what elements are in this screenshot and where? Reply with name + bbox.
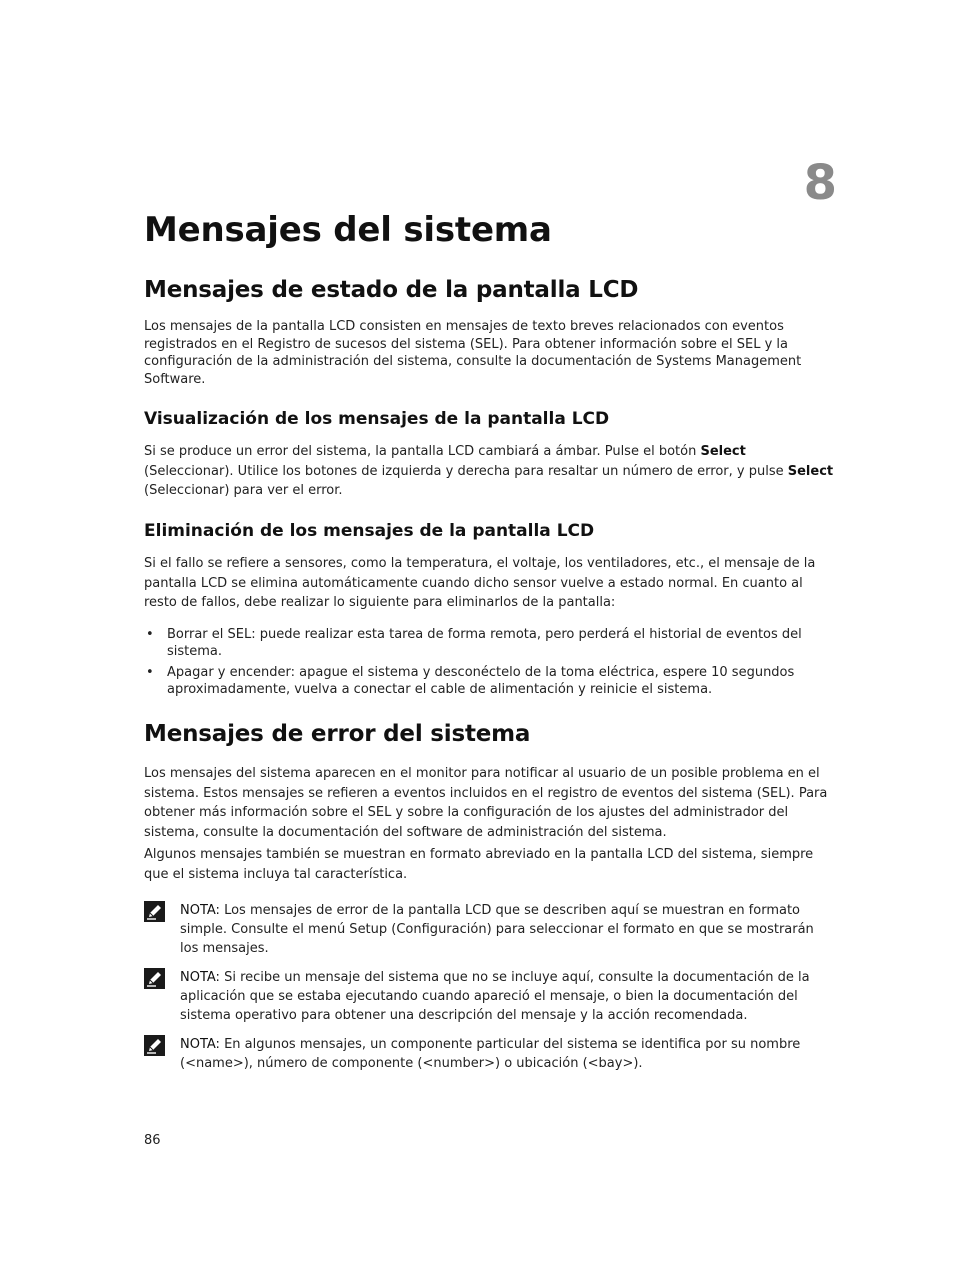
pencil-note-icon [144,1035,165,1056]
pencil-note-icon [144,901,165,922]
chapter-title: Mensajes del sistema [144,210,552,250]
page-number: 86 [144,1133,161,1148]
subsection-title-view-lcd: Visualización de los mensajes de la pantalla LCD [144,409,610,429]
list-item: • Borrar el SEL: puede realizar esta tarea de forma remota, pero perderá el historial de eventos del sistema. [144,627,836,660]
note-body: En algunos mensajes, un componente particular del sistema se identifica por su nombre (<name>), número de componente (<number>) o ubicación (<bay>). [180,1037,801,1071]
subsection-remove-lcd-body: Si el fallo se refiere a sensores, como la temperatura, el voltaje, los ventiladores, etc., el mensaje de la pantalla LCD se elimina automáticamente cuando dicho sensor vuelve a estado normal. En cuanto al resto de fallos, debe realizar lo siguiente para eliminarlos de la pantalla: [144,556,816,610]
select-keyword: Select [787,463,834,479]
text-run: Si se produce un error del sistema, la pantalla LCD cambiará a ámbar. Pulse el botón [144,444,701,459]
note-body: Los mensajes de error de la pantalla LCD que se describen aquí se muestran en formato simple. Consulte el menú Setup (Configuración) para seleccionar el formato en que se mostrarán los mensajes. [180,903,814,956]
note-text [180,1035,836,1073]
bullet-list [144,627,836,703]
note-label: NOTA: [180,970,220,985]
chapter-number: 8 [803,155,837,211]
section-error-body-1: Los mensajes del sistema aparecen en el monitor para notificar al usuario de un posible problema en el sistema. Estos mensajes se refieren a eventos incluidos en el registro de eventos del sistema (SEL). Para obtener más información sobre el SEL y sobre la configuración de los ajustes del administrador del sistema, consulte la documentación del software de administración del sistema. [144,766,828,840]
section-title-lcd-status: Mensajes de estado de la pantalla LCD [144,277,639,303]
note-text [180,968,836,1025]
section-error-body-2: Algunos mensajes también se muestran en formato abreviado en la pantalla LCD del sistema, siempre que el sistema incluya tal característica. [144,847,814,882]
note-text [180,901,836,958]
subsection-view-lcd-body [144,442,836,501]
text-run: (Seleccionar). Utilice los botones de izquierda y derecha para resaltar un número de error, y pulse [144,463,788,479]
list-item: • Apagar y encender: apague el sistema y desconéctelo de la toma eléctrica, espere 10 segundos aproximadamente, vuelva a conectar el cable de alimentación y reinicie el sistema. [144,665,836,698]
note-body: Si recibe un mensaje del sistema que no se incluye aquí, consulte la documentación de la aplicación que se estaba ejecutando cuando apareció el mensaje, o bien la documentación del sistema operativo para obtener una descripción del mensaje y la acción recomendada. [180,970,810,1023]
pencil-note-icon [144,968,165,989]
note-label: NOTA: [180,1037,220,1052]
note-label: NOTA: [180,903,220,918]
subsection-title-remove-lcd: Eliminación de los mensajes de la pantalla LCD [144,521,595,541]
select-keyword: Select [700,444,746,459]
section-title-error-messages: Mensajes de error del sistema [144,721,531,747]
text-run: (Seleccionar) para ver el error. [144,483,343,498]
section-lcd-status-body: Los mensajes de la pantalla LCD consisten en mensajes de texto breves relacionados con eventos registrados en el Registro de sucesos del sistema (SEL). Para obtener información sobre el SEL y la configuración de la administración del sistema, consulte la documentación de Systems Management Software. [144,319,802,387]
